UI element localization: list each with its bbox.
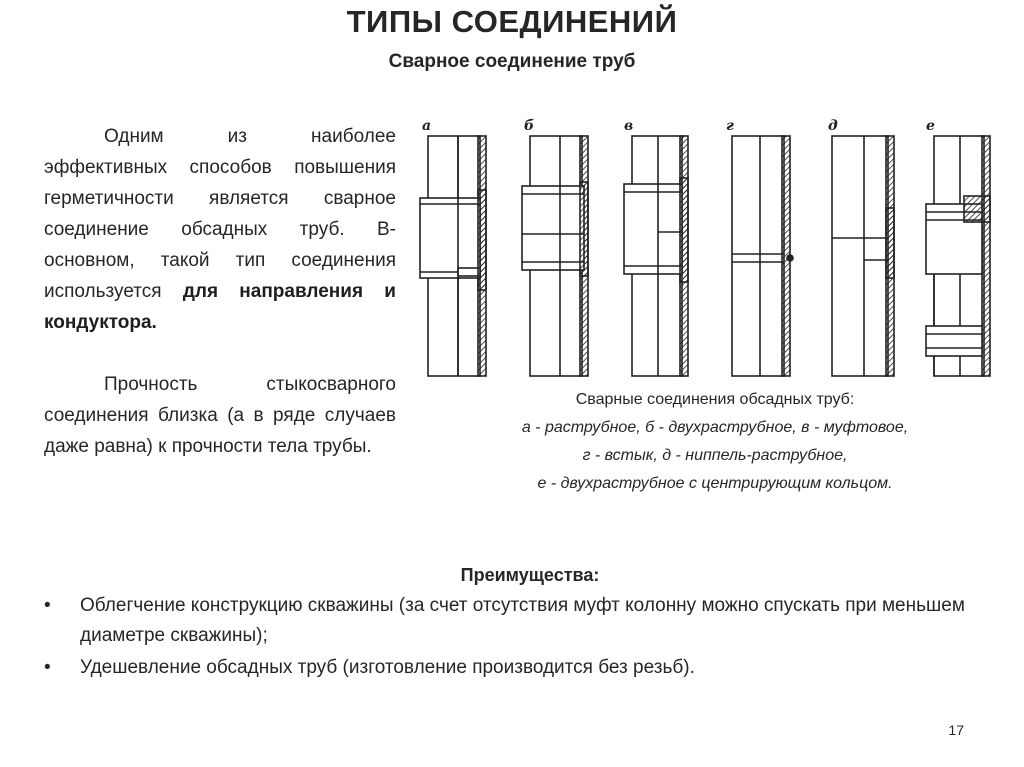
joint-f-centering-ring-diagram	[926, 118, 990, 376]
paragraph-intro-text: Одним из наиболее эффективных способов повышения герметичности является сварное соединение обсадных труб. В-основном, такой тип соединения используется	[44, 126, 396, 302]
caption-line-2: а - раструбное, б - двухраструбное, в - муфтовое,	[521, 419, 909, 436]
page-subtitle: Сварное соединение труб	[388, 51, 636, 72]
joint-a-socket-diagram	[420, 118, 486, 376]
paragraph-intro-bold: для направления и кондуктора.	[44, 281, 396, 333]
list-item	[30, 591, 990, 651]
joint-d-butt-diagram	[726, 118, 793, 376]
paragraph-strength: Прочность стыкосварного соединения близка (а в ряде случаев даже равна) к прочности тела трубы.	[44, 374, 396, 457]
bullet-icon: •	[44, 595, 51, 616]
list-item	[30, 653, 990, 683]
joint-b-double-socket-diagram	[522, 118, 588, 376]
panel-label-c: в	[624, 118, 634, 134]
page-title: ТИПЫ СОЕДИНЕНИЙ	[346, 4, 678, 39]
joint-c-coupling-diagram	[624, 118, 688, 376]
caption-line-3: г - встык, д - ниппель-раструбное,	[582, 447, 848, 464]
caption-line-4: е - двухраструбное с центрирующим кольцом.	[537, 475, 893, 492]
page-number: 17	[948, 722, 964, 738]
list-item-text: Удешевление обсадных труб (изготовление производится без резьб).	[80, 657, 695, 678]
advantages-title: Преимущества:	[460, 565, 600, 585]
panel-label-e: д	[828, 118, 838, 134]
caption-line-1: Сварные соединения обсадных труб:	[575, 391, 855, 408]
figure-caption	[405, 386, 1024, 498]
joint-e-nipple-socket-diagram	[828, 118, 894, 376]
bullet-icon: •	[44, 657, 51, 678]
panel-label-d: г	[726, 118, 734, 134]
paragraph-intro	[44, 121, 396, 338]
panel-label-f: е	[926, 118, 935, 134]
pipe-joints-figure	[412, 108, 1016, 378]
advantages-list	[30, 591, 990, 685]
panel-label-b: б	[524, 118, 535, 134]
panel-label-a: а	[422, 118, 432, 134]
list-item-text: Облегчение конструкцию скважины (за счет отсутствия муфт колонну можно спускать при меньшем диаметре скважины);	[80, 595, 965, 646]
